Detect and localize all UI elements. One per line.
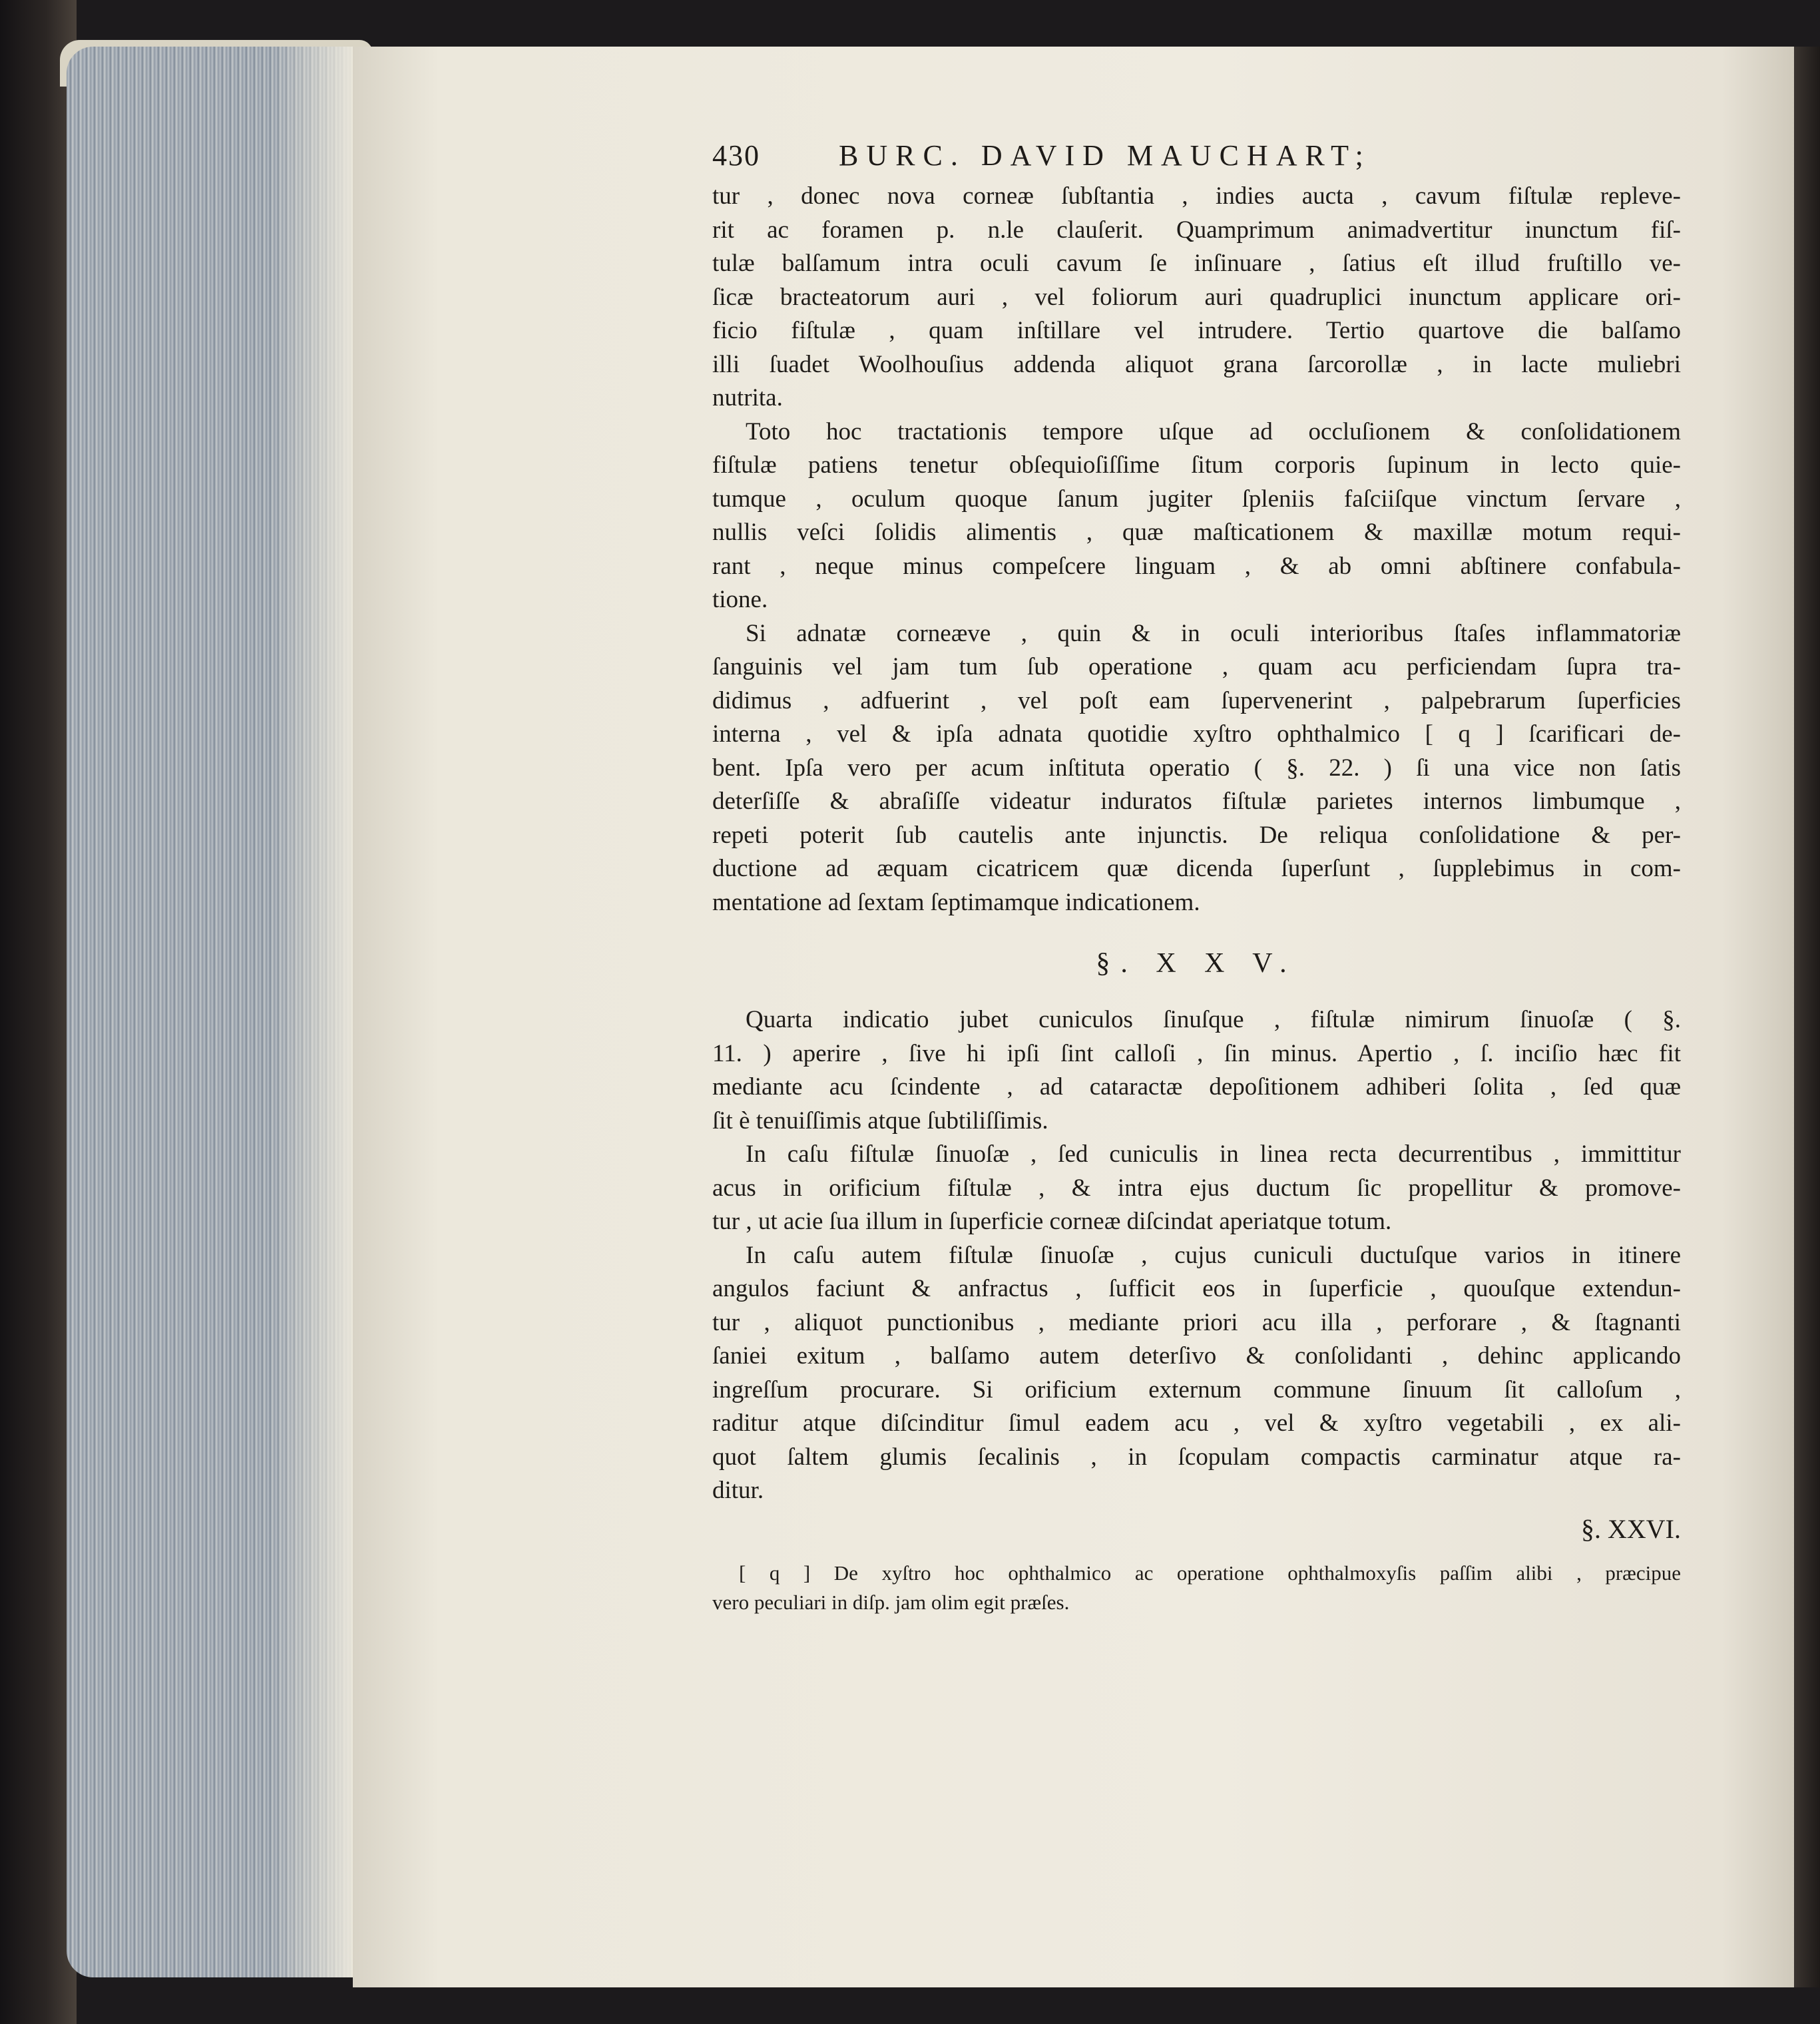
text-line: nutrita. <box>712 384 783 411</box>
text-line: In caſu autem fiſtulæ ſinuoſæ , cujus cuniculi ductuſque varios in itinere <box>746 1241 1681 1269</box>
running-head-title: BURC. DAVID MAUCHART; <box>839 139 1371 172</box>
text-line: didimus , adfuerint , vel poſt eam ſupervenerint , palpebrarum ſuperficies <box>712 686 1681 714</box>
text-line: mentatione ad ſextam ſeptimamque indicationem. <box>712 888 1200 916</box>
text-line: acus in orificium fiſtulæ , & intra ejus ductum ſic propellitur & promove- <box>712 1174 1681 1202</box>
text-line: fiſtulæ patiens tenetur obſequioſiſſime ſitum corporis ſupinum in lecto quie- <box>712 451 1681 479</box>
text-line: ingreſſum procurare. Si orificium externum commune ſinuum ſit calloſum , <box>712 1376 1681 1403</box>
text-line: nullis veſci ſolidis alimentis , quæ maſticationem & maxillæ motum requi- <box>712 519 1681 546</box>
text-line: quot ſaltem glumis ſecalinis , in ſcopulam compactis carminatur atque ra- <box>712 1443 1681 1471</box>
text-line: ficio fiſtulæ , quam inſtillare vel intrudere. Tertio quartove die balſamo <box>712 317 1681 344</box>
footnote <box>712 1559 1681 1617</box>
page-number: 430 <box>712 139 760 172</box>
text-line: ſicæ bracteatorum auri , vel foliorum auri quadruplici inunctum applicare ori- <box>712 283 1681 311</box>
text-line: 11. ) aperire , ſive hi ipſi ſint calloſi , ſin minus. Apertio , ſ. inciſio hæc fit <box>712 1039 1681 1067</box>
paragraph-group-2 <box>712 1003 1681 1508</box>
text-line: rant , neque minus compeſcere linguam , & ab omni abſtinere confabula- <box>712 552 1681 580</box>
text-line: tur , ut acie ſua illum in ſuperficie corneæ diſcindat aperiatque totum. <box>712 1208 1392 1235</box>
text-line: ſit è tenuiſſimis atque ſubtiliſſimis. <box>712 1107 1048 1135</box>
text-line: tumque , oculum quoque ſanum jugiter ſpleniis faſciiſque vinctum ſervare , <box>712 485 1681 513</box>
section-heading: §. X X V. <box>1096 948 1297 979</box>
footnote-line: [ q ] De xyſtro hoc ophthalmico ac operatione ophthalmoxyſis paſſim alibi , præcipue <box>739 1561 1681 1585</box>
text-line: Toto hoc tractationis tempore uſque ad occluſionem & conſolidationem <box>746 417 1681 445</box>
text-line: ductione ad æquam cicatricem quæ dicenda ſuperſunt , ſupplebimus in com- <box>712 855 1681 882</box>
text-line: illi ſuadet Woolhouſius addenda aliquot grana ſarcorollæ , in lacte muliebri <box>712 350 1681 378</box>
text-line: ſanguinis vel jam tum ſub operatione , quam acu perficiendam ſupra tra- <box>712 653 1681 680</box>
text-line: Si adnatæ corneæve , quin & in oculi interioribus ſtaſes inflammatoriæ <box>746 619 1681 647</box>
catchword: §. XXVI. <box>1581 1513 1681 1544</box>
text-line: bent. Ipſa vero per acum inſtituta operatio ( §. 22. ) ſi una vice non ſatis <box>712 754 1681 782</box>
running-head <box>712 133 1681 180</box>
text-line: mediante acu ſcindente , ad cataractæ depoſitionem adhiberi ſolita , ſed quæ <box>712 1073 1681 1101</box>
text-line: rit ac foramen p. n.le clauſerit. Quamprimum animadvertitur inunctum fiſ- <box>712 216 1681 244</box>
text-line: repeti poterit ſub cautelis ante injunctis. De reliqua conſolidatione & per- <box>712 821 1681 849</box>
text-line: In caſu fiſtulæ ſinuoſæ , ſed cuniculis in linea recta decurrentibus , immittitur <box>746 1140 1681 1168</box>
text-line: tulæ balſamum intra oculi cavum ſe inſinuare , ſatius eſt illud fruſtillo ve- <box>712 250 1681 277</box>
text-line: tur , aliquot punctionibus , mediante priori acu illa , perforare , & ſtagnanti <box>712 1308 1681 1336</box>
text-line: tione. <box>712 586 768 613</box>
text-line: interna , vel & ipſa adnata quotidie xyſtro ophthalmico [ q ] ſcarificari de- <box>712 720 1681 748</box>
text-line: tur , donec nova corneæ ſubſtantia , indies aucta , cavum fiſtulæ repleve- <box>712 182 1681 210</box>
text-line: Quarta indicatio jubet cuniculos ſinuſque , fiſtulæ nimirum ſinuoſæ ( §. <box>746 1006 1681 1033</box>
text-line: angulos faciunt & anfractus , ſufficit eos in ſuperficie , quouſque extendun- <box>712 1275 1681 1302</box>
page-text-block <box>712 133 1681 1617</box>
book-cover-edge <box>0 0 77 2024</box>
text-line: deterſiſſe & abraſiſſe videatur induratos fiſtulæ parietes internos limbumque , <box>712 788 1681 815</box>
text-line: ditur. <box>712 1477 764 1504</box>
book-fore-edge <box>67 47 353 1977</box>
book-gutter-right <box>1794 47 1820 1987</box>
text-line: ſaniei exitum , balſamo autem deterſivo & conſolidanti , dehinc applicando <box>712 1342 1681 1370</box>
text-line: raditur atque diſcinditur ſimul eadem acu , vel & xyſtro vegetabili , ex ali- <box>712 1409 1681 1437</box>
paragraph-group-1 <box>712 180 1681 919</box>
footnote-line: vero peculiari in diſp. jam olim egit præſes. <box>712 1590 1070 1614</box>
